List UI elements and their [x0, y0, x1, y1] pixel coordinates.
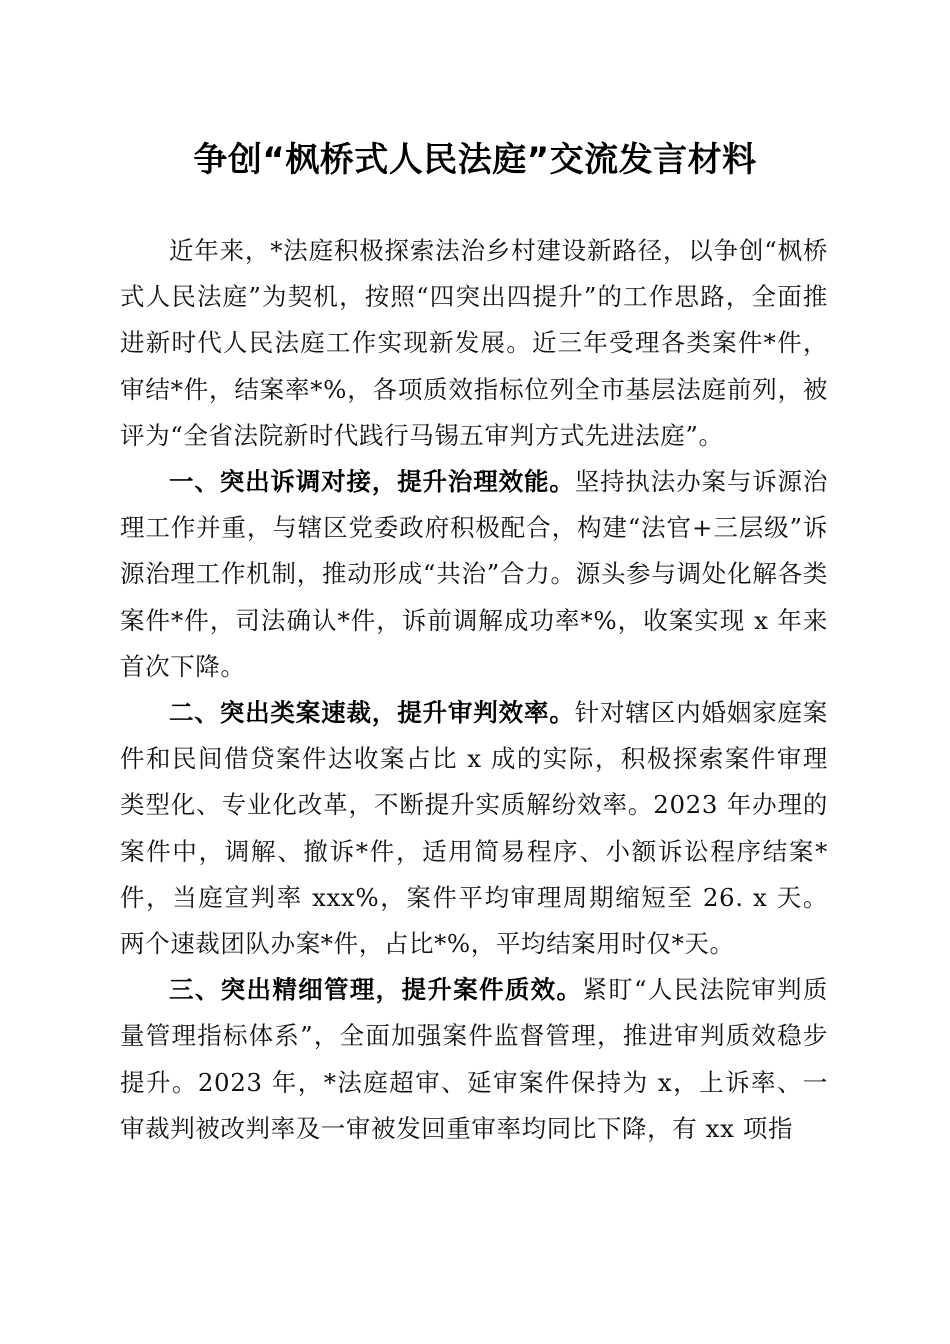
paragraph-text: 近年来，*法庭积极探索法治乡村建设新路径，以争创“枫桥式人民法庭”为契机，按照“四突出四提升”的工作思路，全面推进新时代人民法庭工作实现新发展。近三年受理各类案件*件，审结*件，结案率*%，各项质效指标位列全市基层法庭前列，被评为“全省法院新时代践行马锡五审判方式先进法庭”。 [120, 236, 828, 450]
document-body [120, 228, 828, 1152]
paragraph-section-2 [120, 690, 828, 967]
paragraph-text: 坚持执法办案与诉源治理工作并重，与辖区党委政府积极配合，构建“法官+三层级”诉源治理工作机制，推动形成“共治”合力。源头参与调处化解各类案件*件，司法确认*件，诉前调解成功率*%，收案实现 x 年来首次下降。 [120, 467, 829, 681]
paragraph-text: 紧盯“人民法院审判质量管理指标体系”，全面加强案件监督管理，推进审判质效稳步提升。2023 年，*法庭超审、延审案件保持为 x，上诉率、一审裁判被改判率及一审被发回重审率均同比下降，有 xx 项指 [120, 975, 828, 1143]
paragraph-section-3 [120, 967, 828, 1152]
section-heading: 二、突出类案速裁，提升审判效率。 [169, 698, 575, 728]
paragraph-text: 针对辖区内婚姻家庭案件和民间借贷案件达收案占比 x 成的实际，积极探索案件审理类型化、专业化改革，不断提升实质解纷效率。2023 年办理的案件中，调解、撤诉*件，适用简易程序、小额诉讼程序结案*件，当庭宣判率 xxx%，案件平均审理周期缩短至 26. x 天。两个速裁团队办案*件，占比*%，平均结案用时仅*天。 [120, 698, 829, 959]
section-heading: 一、突出诉调对接，提升治理效能。 [169, 467, 575, 497]
paragraph-section-1 [120, 459, 828, 690]
section-heading: 三、突出精细管理，提升案件质效。 [169, 975, 583, 1005]
paragraph-intro [120, 228, 828, 459]
document-title: 争创“枫桥式人民法庭”交流发言材料 [193, 140, 757, 180]
